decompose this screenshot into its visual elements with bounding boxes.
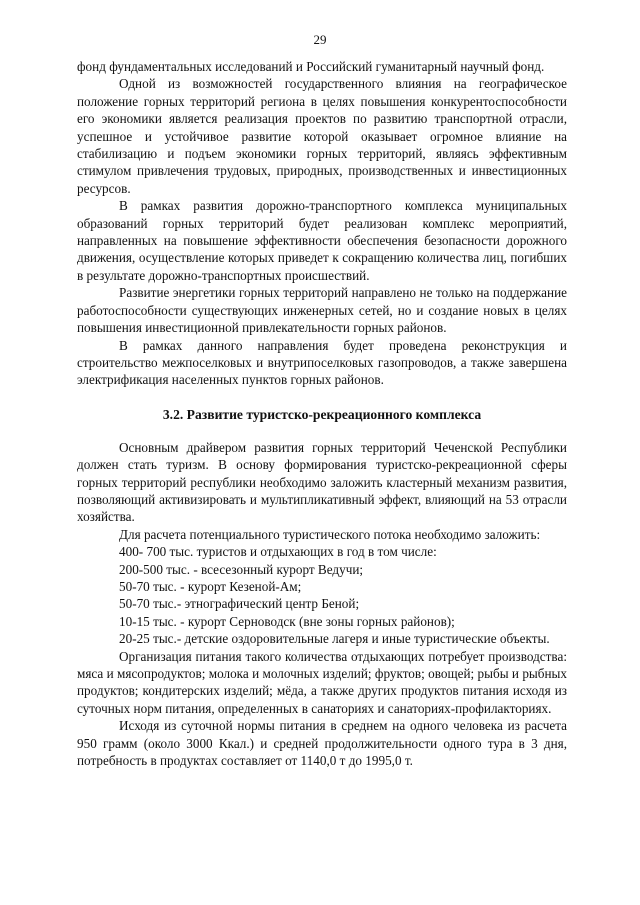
paragraph: Основным драйвером развития горных территорий Чеченской Республики должен стать туризм. В основу формирования туристско-рекреационной сферы горных территорий республики необходимо заложить кластерный механизм развития, позволяющий активизировать и мультипликативный эффект, влияющий на 53 отрасли хозяйства. [77, 439, 567, 525]
paragraph: Для расчета потенциального туристического потока необходимо заложить: [119, 526, 541, 542]
document-body [77, 58, 567, 769]
paragraph: В рамках развития дорожно-транспортного комплекса муниципальных образований горных территорий будет реализован комплекс мероприятий, направленных на повышение эффективности обеспечения безопасности дорожного движения, осуществление которых приведет к сокращению количества лиц, погибших в результате дорожно-транспортных происшествий. [77, 198, 567, 283]
list-item: 10-15 тыс. - курорт Серноводск (вне зоны горных районов); [119, 613, 455, 629]
list-item: 400- 700 тыс. туристов и отдыхающих в год в том числе: [119, 544, 437, 560]
list-item: 50-70 тыс.- этнографический центр Беной; [119, 596, 360, 612]
list-item: 50-70 тыс. - курорт Кезеной-Ам; [119, 578, 302, 594]
paragraph: Исходя из суточной нормы питания в среднем на одного человека из расчета 950 грамм (около 3000 Ккал.) и средней продолжительности одного тура в 3 дня, потребность в продуктах составляет от 1140,0 т до 1995,0 т. [77, 718, 567, 769]
section-heading: 3.2. Развитие туристско-рекреационного комплекса [162, 406, 482, 422]
paragraph: В рамках данного направления будет проведена реконструкция и строительство межпоселковых и внутрипоселковых газопроводов, а также завершена электрификация населенных пунктов горных районов. [77, 337, 567, 388]
page-number: 29 [313, 32, 327, 47]
paragraph: фонд фундаментальных исследований и Российский гуманитарный научный фонд. [77, 59, 545, 74]
paragraph: 20-25 тыс.- детские оздоровительные лагеря и иные туристические объекты. [119, 631, 550, 647]
paragraph: Развитие энергетики горных территорий направлено не только на поддержание работоспособности существующих инженерных сетей, но и создание новых в целях повышения инвестиционной привлекательности горных районов. [77, 285, 567, 336]
paragraph: Организация питания такого количества отдыхающих потребует производства: мяса и мясопродуктов; молока и молочных изделий; фруктов; овощей; рыбы и рыбных продуктов; кондитерских изделий; мёда, а также других продуктов питания исходя из суточных норм питания, определенных в санаториях и санаториях-профилакториях. [77, 648, 567, 716]
paragraph: Одной из возможностей государственного влияния на географическое положение горных территорий региона в целях повышения конкурентоспособности его экономики является реализация проектов по развитию транспортной отрасли, успешное и устойчивое развитие которой оказывает огромное влияние на стабилизацию и подъем экономики горных территорий, являясь эффективным стимулом привлечения трудовых, природных, производственных и инвестиционных ресурсов. [77, 76, 567, 196]
list-item: 200-500 тыс. - всесезонный курорт Ведучи; [119, 561, 364, 577]
